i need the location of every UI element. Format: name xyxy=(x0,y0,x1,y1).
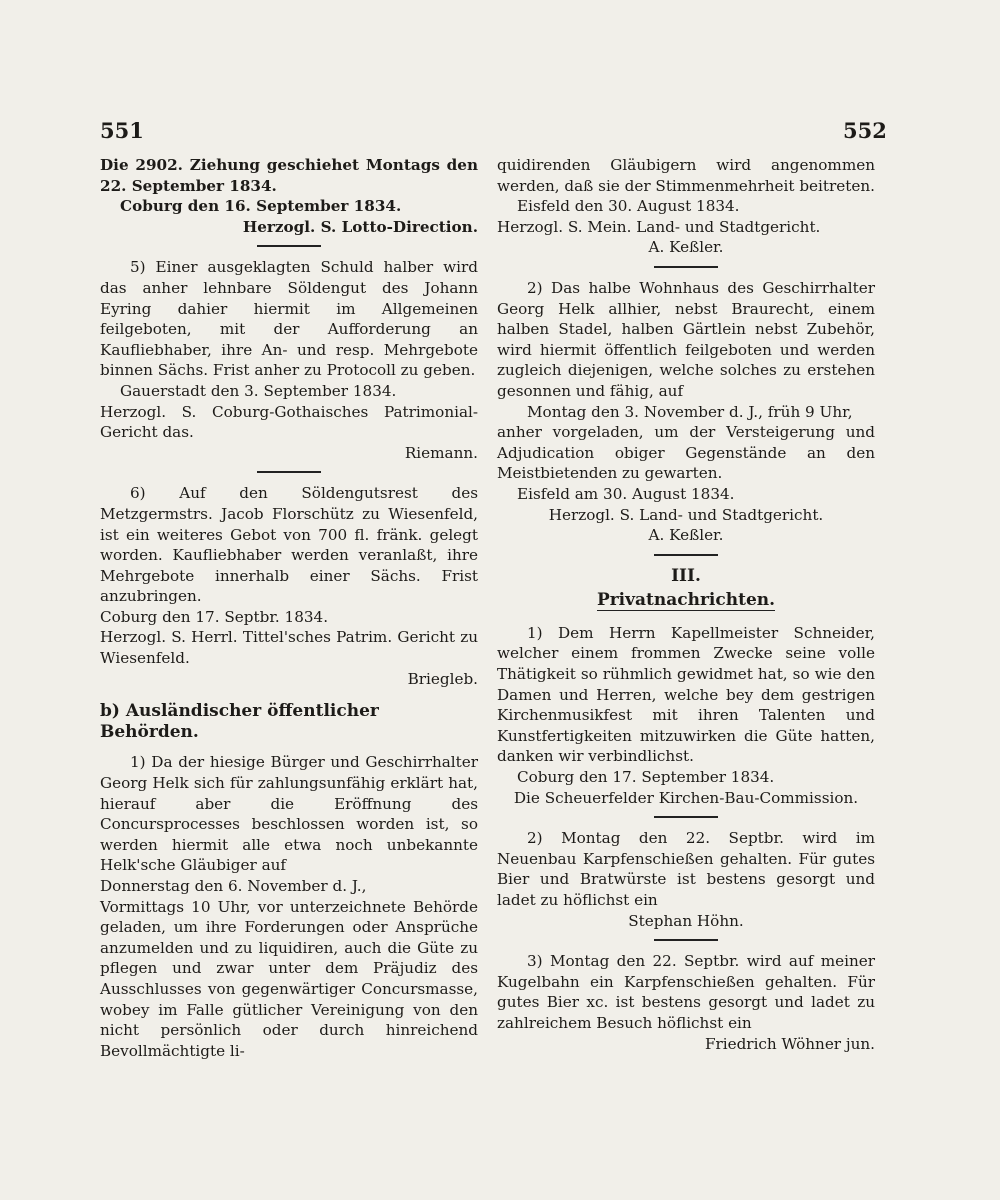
private-notice-2: 2) Montag den 22. Septbr. wird im Neuenbau Karpfenschießen gehalten. Für gutes Bier und Bratwürste ist bestens gesorgt und ladet zu höflichst ein xyxy=(497,829,875,909)
notice-5: 5) Einer ausgeklagten Schuld halber wird das anher lehnbare Söldengut des Johann Eyring dahier hiermit im Allgemeinen feilgeboten, mit der Aufforderung an Kaufliebhaber, ihre An- und resp. Mehrgebote binnen Sächs. Frist anher zu Protocoll zu geben. xyxy=(100,258,478,380)
notice-b1-date: Donnerstag den 6. November d. J., xyxy=(100,877,367,895)
private-notice-1: 1) Dem Herrn Kapellmeister Schneider, welcher einem frommen Zwecke seine volle Thätigkeit so rühmlich gewidmet hat, so wie den Damen und Herren, welche bey dem gestrigen Kirchenmusikfest mit ihren Talenten und Kunstfertigkeiten mitzuwirken die Güte hatten, danken wir verbindlichst. xyxy=(497,623,875,766)
notice-b1-continued: Vormittags 10 Uhr, vor unterzeichnete Behörde geladen, um ihre Forderungen oder Ansprüche anzumelden und zu liquidiren, auch die Güte zu pflegen und zwar unter dem Präjudiz des Ausschlusses von gegenwärtiger Concursmasse, wobey im Falle gütlicher Vereinigung von den nicht persönlich oder durch hinreichend Bevollmächtigte li- xyxy=(100,897,478,1060)
lotto-notice: Die 2902. Ziehung geschiehet Montags den 22. September 1834. xyxy=(100,156,478,195)
notice-5-authority: Herzogl. S. Coburg-Gothaisches Patrimonial-Gericht das. xyxy=(100,402,478,442)
divider xyxy=(257,471,321,473)
notice-5-place-date: Gauerstadt den 3. September 1834. xyxy=(120,381,397,400)
section-title-text: Privatnachrichten. xyxy=(596,590,776,611)
private-notice-1-signature: Die Scheuerfelder Kirchen-Bau-Commission. xyxy=(513,788,859,807)
notice-b2-name: A. Keßler. xyxy=(648,526,724,545)
spacer xyxy=(497,615,875,623)
section-title-privatnachrichten xyxy=(497,590,875,611)
private-notice-3-name: Friedrich Wöhner jun. xyxy=(704,1034,875,1053)
notice-b2-authority: Herzogl. S. Land- und Stadtgericht. xyxy=(548,505,824,524)
notice-6-authority: Herzogl. S. Herrl. Tittel'sches Patrim. Gericht zu Wiesenfeld. xyxy=(100,628,478,668)
divider xyxy=(257,245,321,247)
notice-b1-continuation: quidirenden Gläubigern wird angenommen werden, daß sie der Stimmenmehrheit beitreten. xyxy=(497,156,875,195)
page-number-right: 552 xyxy=(843,118,887,143)
notice-b1-place-date: Eisfeld den 30. August 1834. xyxy=(517,197,740,216)
notice-6: 6) Auf den Söldengutsrest des Metzgermstrs. Jacob Florschütz zu Wiesenfeld, ist ein weiteres Gebot von 700 fl. fränk. gelegt worden. Kaufliebhaber werden veranlaßt, ihre Mehrgebote innerhalb einer Sächs. Frist anzubringen. xyxy=(100,484,478,606)
notice-6-place-date: Coburg den 17. Septbr. 1834. xyxy=(100,607,329,626)
notice-b2-date: Montag den 3. November d. J., früh 9 Uhr, xyxy=(527,402,853,421)
notice-6-name: Briegleb. xyxy=(407,669,478,688)
notice-b1-name: A. Keßler. xyxy=(648,238,724,257)
notice-b2: 2) Das halbe Wohnhaus des Geschirrhalter Georg Helk allhier, nebst Braurecht, einem halben Stadel, halben Gärtlein nebst Zubehör, wird hiermit öffentlich feilgeboten und werden zugleich diejenigen, welche solches zu erstehen gesonnen und fähig, auf xyxy=(497,278,875,400)
section-number-iii: III. xyxy=(671,565,701,586)
private-notice-2-name: Stephan Höhn. xyxy=(628,911,744,930)
divider xyxy=(654,816,718,818)
divider xyxy=(654,266,718,268)
divider xyxy=(654,554,718,556)
private-notice-1-place-date: Coburg den 17. September 1834. xyxy=(517,768,775,787)
lotto-place-date: Coburg den 16. September 1834. xyxy=(120,197,402,216)
private-notice-3: 3) Montag den 22. Septbr. wird auf meiner Kugelbahn ein Karpfenschießen gehalten. Für gutes Bier xc. ist bestens gesorgt und ladet zu zahlreichem Besuch höflichst ein xyxy=(497,952,875,1032)
notice-b1: 1) Da der hiesige Bürger und Geschirrhalter Georg Helk sich für zahlungsunfähig erklärt hat, hierauf aber die Eröffnung des Concursprocesses beschlossen worden ist, so werden hiermit alle etwa noch unbekannte Helk'sche Gläubiger auf xyxy=(100,753,478,875)
left-column xyxy=(100,155,478,1061)
notice-b1-authority: Herzogl. S. Mein. Land- und Stadtgericht. xyxy=(497,217,821,236)
divider xyxy=(654,939,718,941)
section-heading-b: b) Ausländischer öffentlicher Behörden. xyxy=(100,701,379,742)
page-number-left: 551 xyxy=(100,118,144,143)
right-column xyxy=(497,155,875,1054)
notice-b2-continued: anher vorgeladen, um der Versteigerung und Adjudication obiger Gegenstände an den Meistbietenden zu gewarten. xyxy=(497,423,875,483)
lotto-signature: Herzogl. S. Lotto-Direction. xyxy=(242,217,478,236)
notice-5-name: Riemann. xyxy=(404,443,478,462)
notice-b2-place-date: Eisfeld am 30. August 1834. xyxy=(517,484,735,503)
